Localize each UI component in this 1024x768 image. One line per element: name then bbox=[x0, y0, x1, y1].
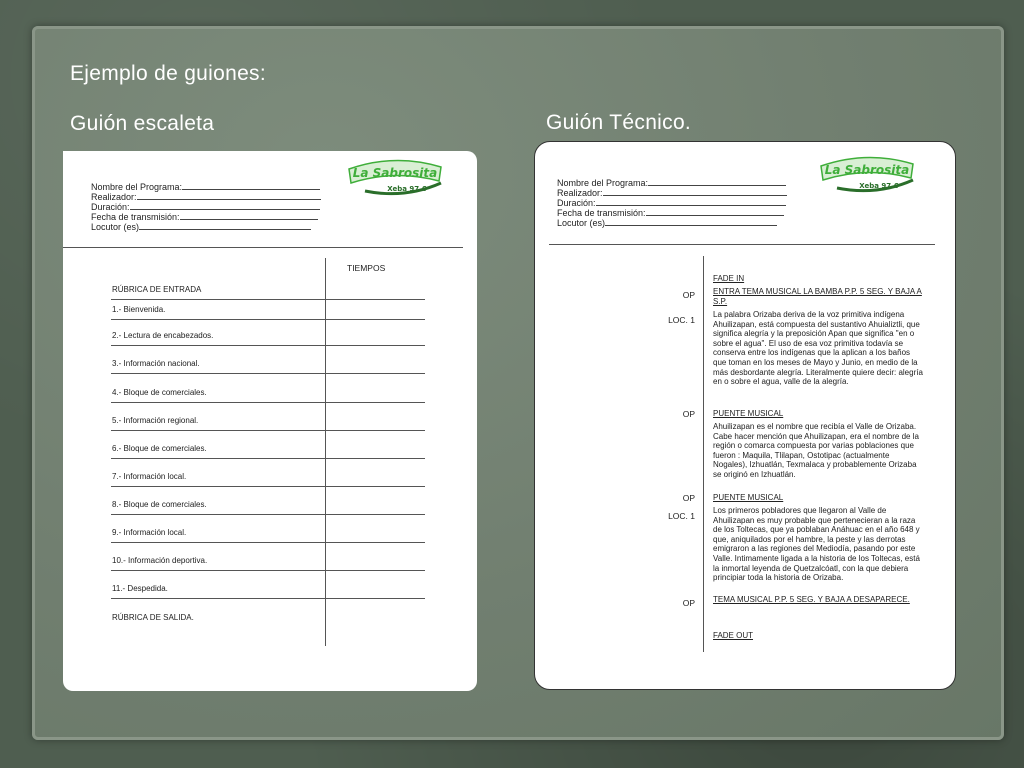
escaleta-row-line bbox=[111, 430, 425, 431]
escaleta-row-line bbox=[111, 458, 425, 459]
escaleta-row: 5.- Información regional. bbox=[112, 416, 199, 425]
escaleta-row-line bbox=[111, 514, 425, 515]
escaleta-row: 6.- Bloque de comerciales. bbox=[112, 444, 207, 453]
escaleta-row: 7.- Información local. bbox=[112, 472, 187, 481]
script-block: La palabra Orizaba deriva de la voz primitiva indígena Ahuilizapan, está compuesta del sustantivo Ahuializtli, que significa alegría y la preposición Apan que significa "en o sobre el agua". El uso de esa voz primitiva todavía se conserva entre los indígenas que la aplican a los baños que toman en los meses de Mayo y Junio, en medio de la más desbordante alegría. Literalmente quiere decir: alegría en o sobre el agua, valle de la alegría. bbox=[713, 310, 923, 387]
escaleta-row-line bbox=[111, 299, 425, 300]
escaleta-row: 4.- Bloque de comerciales. bbox=[112, 388, 207, 397]
tecnico-document bbox=[534, 141, 956, 690]
field-realizador: Realizador: bbox=[91, 191, 321, 202]
cue-label: LOC. 1 bbox=[668, 511, 695, 521]
field-locutor: Locutor (es) bbox=[557, 217, 777, 228]
escaleta-row: 10.- Información deportiva. bbox=[112, 556, 208, 565]
escaleta-row-line bbox=[111, 598, 425, 599]
escaleta-row: 1.- Bienvenida. bbox=[112, 305, 166, 314]
script-block: ENTRA TEMA MUSICAL LA BAMBA P.P. 5 SEG. Y BAJA A S.P. bbox=[713, 287, 922, 306]
slide-title: Ejemplo de guiones: bbox=[70, 62, 266, 85]
field-fecha: Fecha de transmisión: bbox=[91, 211, 318, 222]
escaleta-row-line bbox=[111, 373, 425, 374]
script-block: PUENTE MUSICAL bbox=[713, 493, 784, 502]
escaleta-row: 9.- Información local. bbox=[112, 528, 187, 537]
la-sabrosita-logo bbox=[817, 152, 917, 194]
la-sabrosita-logo bbox=[345, 155, 445, 197]
script-column-divider bbox=[703, 256, 704, 652]
cue-label: OP bbox=[682, 290, 695, 300]
field-duracion: Duración: bbox=[91, 201, 320, 212]
logo-text: La Sabrosita bbox=[352, 166, 438, 180]
script-block: Ahuilizapan es el nombre que recibía el Valle de Orizaba. Cabe hacer mención que Ahuilizapan, era el nombre de la región o comarca compuesta por varias poblaciones que fueron : Maquila, Tlilapan, Ostotipac (actualmente Nogales), Izhuatlán, Texmalaca y probablemente Orizaba se originó en Izhuatlán. bbox=[713, 422, 919, 479]
header-divider bbox=[549, 244, 935, 245]
times-header: TIEMPOS bbox=[347, 263, 386, 273]
escaleta-document bbox=[63, 151, 477, 691]
script-block: TEMA MUSICAL P.P. 5 SEG. Y BAJA A DESAPARECE. bbox=[713, 595, 910, 604]
script-block: FADE IN bbox=[713, 274, 745, 283]
logo-subtext: Xeba 97.6 bbox=[859, 182, 899, 190]
escaleta-row-line bbox=[111, 319, 425, 320]
escaleta-row: RÚBRICA DE ENTRADA bbox=[112, 285, 202, 294]
times-column-divider bbox=[325, 258, 326, 646]
escaleta-row: 11.- Despedida. bbox=[112, 584, 168, 593]
escaleta-row-line bbox=[111, 402, 425, 403]
field-duracion: Duración: bbox=[557, 197, 786, 208]
cue-label: LOC. 1 bbox=[668, 315, 695, 325]
escaleta-row: 3.- Información nacional. bbox=[112, 359, 200, 368]
escaleta-row: 2.- Lectura de encabezados. bbox=[112, 331, 214, 340]
field-realizador: Realizador: bbox=[557, 187, 787, 198]
field-program: Nombre del Programa: bbox=[557, 177, 786, 188]
logo-text: La Sabrosita bbox=[824, 163, 910, 177]
escaleta-row-line bbox=[111, 345, 425, 346]
logo-subtext: Xeba 97.6 bbox=[387, 185, 427, 193]
left-heading: Guión escaleta bbox=[70, 112, 215, 135]
script-block: FADE OUT bbox=[713, 631, 754, 640]
script-block: Los primeros pobladores que llegaron al Valle de Ahuilizapan es muy probable que pertenecieran a la raza de los Toltecas, que ya poblaban Anáhuac en el año 648 y que, aniquilados por el hambre, la peste y las derrotas emigraron a las regiones del Mediodía, pasando por este Valle. Intimamente ligada a la historia de los Toltecas, está la inmortal leyenda de Quetzalcóatl, con la que debiera principiar toda la historia de Orizaba. bbox=[713, 506, 920, 583]
escaleta-row: 8.- Bloque de comerciales. bbox=[112, 500, 207, 509]
cue-label: OP bbox=[682, 598, 695, 608]
escaleta-row-line bbox=[111, 542, 425, 543]
header-divider bbox=[63, 247, 463, 248]
right-heading: Guión Técnico. bbox=[546, 111, 692, 134]
cue-label: OP bbox=[682, 409, 695, 419]
field-locutor: Locutor (es) bbox=[91, 221, 311, 232]
escaleta-row-line bbox=[111, 570, 425, 571]
escaleta-row-line bbox=[111, 486, 425, 487]
cue-label: OP bbox=[682, 493, 695, 503]
field-program: Nombre del Programa: bbox=[91, 181, 320, 192]
escaleta-row: RÚBRICA DE SALIDA. bbox=[112, 613, 194, 622]
field-fecha: Fecha de transmisión: bbox=[557, 207, 784, 218]
script-block: PUENTE MUSICAL bbox=[713, 409, 784, 418]
